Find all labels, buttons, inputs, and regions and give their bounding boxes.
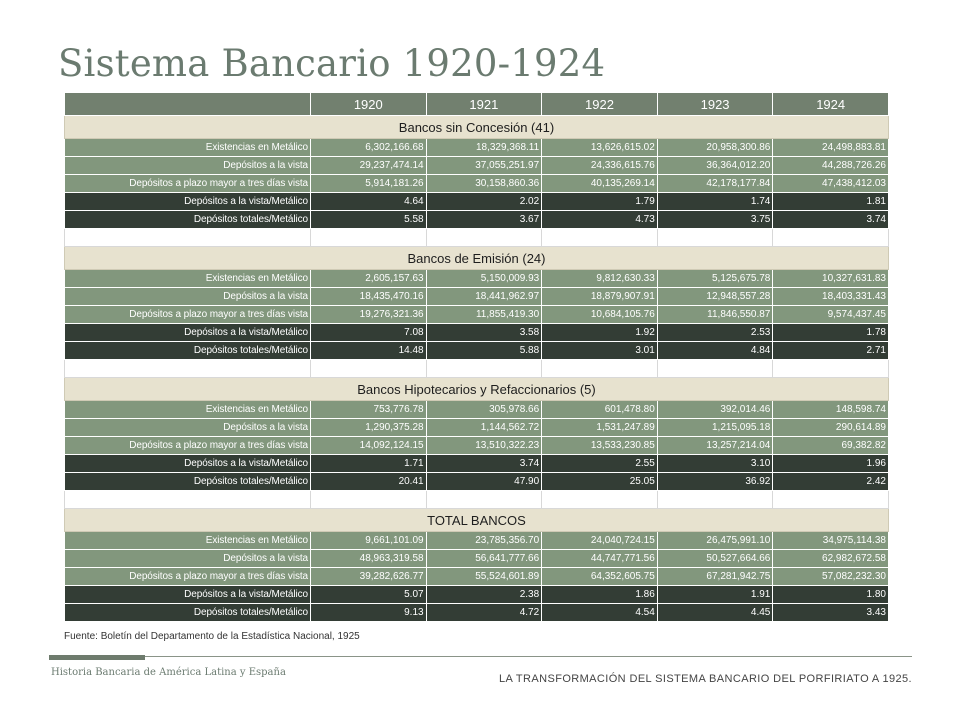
year-header-row [65,93,889,116]
table-row [65,455,889,473]
table-row [65,532,889,550]
cell-value: 62,982,672.58 [773,550,889,568]
cell-value: 3.74 [426,455,542,473]
cell-value: 24,336,615.76 [542,157,658,175]
row-label: Depósitos a plazo mayor a tres días vista [65,568,311,586]
cell-value: 4.64 [311,193,427,211]
cell-value: 18,435,470.16 [311,288,427,306]
cell-value: 2.42 [773,473,889,491]
year-header: 1923 [657,93,773,116]
cell-value: 1.92 [542,324,658,342]
table-row [65,175,889,193]
cell-value: 6,302,166.68 [311,139,427,157]
section-header-row [65,116,889,139]
row-label: Existencias en Metálico [65,139,311,157]
row-label: Depósitos a la vista/Metálico [65,586,311,604]
cell-value: 67,281,942.75 [657,568,773,586]
empty-cell [657,360,773,378]
cell-value: 34,975,114.38 [773,532,889,550]
row-label: Depósitos a la vista [65,550,311,568]
cell-value: 3.43 [773,604,889,622]
year-header-blank [65,93,311,116]
cell-value: 37,055,251.97 [426,157,542,175]
table-row [65,270,889,288]
cell-value: 44,747,771.56 [542,550,658,568]
cell-value: 44,288,726.26 [773,157,889,175]
cell-value: 5.07 [311,586,427,604]
cell-value: 1.86 [542,586,658,604]
cell-value: 4.73 [542,211,658,229]
cell-value: 4.54 [542,604,658,622]
cell-value: 20,958,300.86 [657,139,773,157]
cell-value: 1.96 [773,455,889,473]
cell-value: 1.78 [773,324,889,342]
empty-cell [311,229,427,247]
cell-value: 5,914,181.26 [311,175,427,193]
cell-value: 24,040,724.15 [542,532,658,550]
cell-value: 1,531,247.89 [542,419,658,437]
footer-accent-bar [49,655,145,660]
table-row [65,586,889,604]
cell-value: 19,276,321.36 [311,306,427,324]
row-label: Depósitos totales/Metálico [65,342,311,360]
empty-cell [311,360,427,378]
empty-cell [657,229,773,247]
cell-value: 50,527,664.66 [657,550,773,568]
cell-value: 148,598.74 [773,401,889,419]
table-row [65,550,889,568]
cell-value: 47,438,412.03 [773,175,889,193]
cell-value: 25.05 [542,473,658,491]
cell-value: 13,626,615.02 [542,139,658,157]
cell-value: 753,776.78 [311,401,427,419]
cell-value: 1.71 [311,455,427,473]
cell-value: 3.01 [542,342,658,360]
empty-cell [65,491,311,509]
empty-cell [65,229,311,247]
table-row [65,419,889,437]
cell-value: 14,092,124.15 [311,437,427,455]
row-label: Depósitos a la vista [65,157,311,175]
cell-value: 305,978.66 [426,401,542,419]
cell-value: 9,812,630.33 [542,270,658,288]
cell-value: 3.10 [657,455,773,473]
year-header: 1922 [542,93,658,116]
cell-value: 23,785,356.70 [426,532,542,550]
section-title: Bancos sin Concesión (41) [65,116,889,139]
empty-cell [773,229,889,247]
cell-value: 13,257,214.04 [657,437,773,455]
cell-value: 64,352,605.75 [542,568,658,586]
cell-value: 1.81 [773,193,889,211]
row-label: Depósitos a la vista [65,419,311,437]
footer-divider [145,656,912,657]
row-label: Existencias en Metálico [65,270,311,288]
spacer-row [65,491,889,509]
empty-cell [773,491,889,509]
empty-cell [542,229,658,247]
cell-value: 4.84 [657,342,773,360]
cell-value: 9,574,437.45 [773,306,889,324]
table-row [65,604,889,622]
cell-value: 56,641,777.66 [426,550,542,568]
cell-value: 4.45 [657,604,773,622]
cell-value: 10,327,631.83 [773,270,889,288]
cell-value: 36,364,012.20 [657,157,773,175]
cell-value: 11,855,419.30 [426,306,542,324]
cell-value: 1.79 [542,193,658,211]
cell-value: 2.02 [426,193,542,211]
cell-value: 4.72 [426,604,542,622]
table-row [65,401,889,419]
section-title: TOTAL BANCOS [65,509,889,532]
table-row [65,473,889,491]
empty-cell [542,360,658,378]
table-body [65,116,889,622]
cell-value: 5.58 [311,211,427,229]
spacer-row [65,360,889,378]
empty-cell [426,360,542,378]
cell-value: 2.55 [542,455,658,473]
cell-value: 2.71 [773,342,889,360]
empty-cell [773,360,889,378]
cell-value: 18,329,368.11 [426,139,542,157]
cell-value: 12,948,557.28 [657,288,773,306]
empty-cell [426,491,542,509]
cell-value: 14.48 [311,342,427,360]
cell-value: 290,614.89 [773,419,889,437]
cell-value: 29,237,474.14 [311,157,427,175]
cell-value: 24,498,883.81 [773,139,889,157]
cell-value: 1,144,562.72 [426,419,542,437]
cell-value: 3.75 [657,211,773,229]
cell-value: 10,684,105.76 [542,306,658,324]
cell-value: 3.67 [426,211,542,229]
source-note: Fuente: Boletín del Departamento de la Estadística Nacional, 1925 [64,631,360,642]
table-row [65,288,889,306]
empty-cell [65,360,311,378]
table-row [65,568,889,586]
cell-value: 69,382.82 [773,437,889,455]
cell-value: 55,524,601.89 [426,568,542,586]
row-label: Depósitos totales/Metálico [65,473,311,491]
cell-value: 1.80 [773,586,889,604]
cell-value: 30,158,860.36 [426,175,542,193]
row-label: Depósitos a la vista/Metálico [65,193,311,211]
cell-value: 13,533,230.85 [542,437,658,455]
slide-title: Sistema Bancario 1920-1924 [58,42,606,85]
section-header-row [65,509,889,532]
cell-value: 18,879,907.91 [542,288,658,306]
empty-cell [657,491,773,509]
table-row [65,324,889,342]
cell-value: 9.13 [311,604,427,622]
empty-cell [542,491,658,509]
cell-value: 1.74 [657,193,773,211]
cell-value: 36.92 [657,473,773,491]
row-label: Depósitos a la vista/Metálico [65,455,311,473]
cell-value: 20.41 [311,473,427,491]
cell-value: 5,125,675.78 [657,270,773,288]
cell-value: 39,282,626.77 [311,568,427,586]
cell-value: 13,510,322.23 [426,437,542,455]
cell-value: 40,135,269.14 [542,175,658,193]
year-header: 1921 [426,93,542,116]
cell-value: 18,403,331.43 [773,288,889,306]
cell-value: 48,963,319.58 [311,550,427,568]
cell-value: 47.90 [426,473,542,491]
section-title: Bancos Hipotecarios y Refaccionarios (5) [65,378,889,401]
table-row [65,306,889,324]
row-label: Existencias en Metálico [65,401,311,419]
row-label: Depósitos totales/Metálico [65,211,311,229]
section-header-row [65,378,889,401]
row-label: Depósitos totales/Metálico [65,604,311,622]
row-label: Existencias en Metálico [65,532,311,550]
cell-value: 2,605,157.63 [311,270,427,288]
section-header-row [65,247,889,270]
cell-value: 11,846,550.87 [657,306,773,324]
empty-cell [311,491,427,509]
cell-value: 26,475,991.10 [657,532,773,550]
row-label: Depósitos a plazo mayor a tres días vista [65,306,311,324]
table-row [65,437,889,455]
year-header: 1920 [311,93,427,116]
cell-value: 18,441,962.97 [426,288,542,306]
row-label: Depósitos a la vista [65,288,311,306]
footer-topic: LA TRANSFORMACIÓN DEL SISTEMA BANCARIO DEL PORFIRIATO A 1925. [499,673,912,685]
cell-value: 3.58 [426,324,542,342]
table-row [65,139,889,157]
cell-value: 3.74 [773,211,889,229]
spacer-row [65,229,889,247]
empty-cell [426,229,542,247]
cell-value: 2.38 [426,586,542,604]
cell-value: 5,150,009.93 [426,270,542,288]
cell-value: 7.08 [311,324,427,342]
row-label: Depósitos a plazo mayor a tres días vista [65,437,311,455]
banking-table [64,92,889,622]
year-header: 1924 [773,93,889,116]
cell-value: 9,661,101.09 [311,532,427,550]
table-row [65,157,889,175]
cell-value: 42,178,177.84 [657,175,773,193]
cell-value: 1,290,375.28 [311,419,427,437]
table-row [65,193,889,211]
table-row [65,211,889,229]
row-label: Depósitos a plazo mayor a tres días vista [65,175,311,193]
cell-value: 57,082,232.30 [773,568,889,586]
cell-value: 5.88 [426,342,542,360]
table-row [65,342,889,360]
section-title: Bancos de Emisión (24) [65,247,889,270]
cell-value: 2.53 [657,324,773,342]
footer-course-title: Historia Bancaria de América Latina y España [51,667,286,678]
row-label: Depósitos a la vista/Metálico [65,324,311,342]
cell-value: 1.91 [657,586,773,604]
cell-value: 392,014.46 [657,401,773,419]
cell-value: 1,215,095.18 [657,419,773,437]
cell-value: 601,478.80 [542,401,658,419]
